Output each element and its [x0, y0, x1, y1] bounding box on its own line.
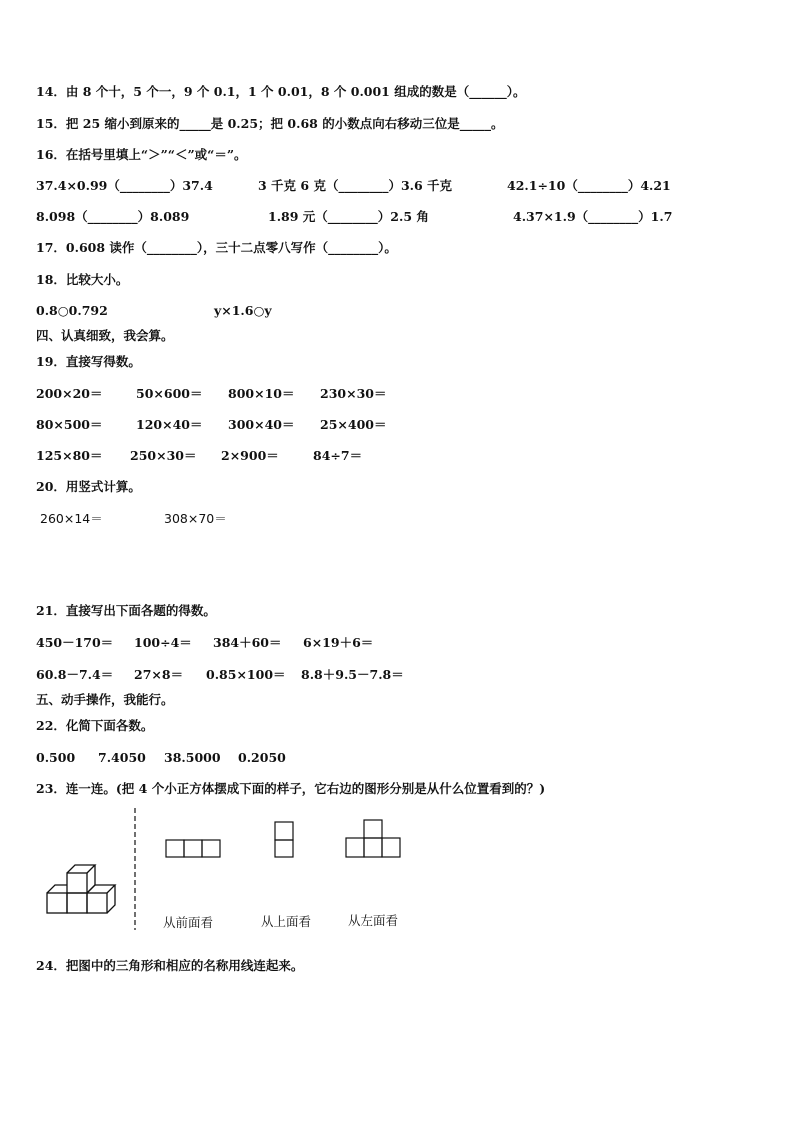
q19-r1-c3: 800×10＝: [228, 386, 295, 401]
q19-r3-c2: 250×30＝: [130, 448, 197, 463]
section-4-heading: 四、认真细致，我会算。: [36, 328, 174, 343]
q16-item-5: 1.89 元（________）2.5 角: [268, 209, 429, 224]
q19-r3-c3: 2×900＝: [221, 448, 279, 463]
question-20-title: 20．用竖式计算。: [36, 479, 141, 494]
q21-r1-c4: 6×19＋6＝: [303, 635, 374, 650]
question-17: 17．0.608 读作（________），三十二点零八写作（________）。: [36, 240, 397, 255]
q20-item-1: 260×14＝: [40, 511, 103, 526]
q19-r2-c4: 25×400＝: [320, 417, 387, 432]
q16-item-6: 4.37×1.9（________）1.7: [513, 209, 673, 224]
q19-r1-c1: 200×20＝: [36, 386, 103, 401]
question-18-title: 18．比较大小。: [36, 272, 129, 287]
q19-r3-c4: 84÷7＝: [313, 448, 363, 463]
q22-item-3: 38.5000: [164, 750, 221, 765]
q19-r1-c4: 230×30＝: [320, 386, 387, 401]
q22-item-4: 0.2050: [238, 750, 286, 765]
front-view-figure: [164, 838, 224, 860]
q16-item-2: 3 千克 6 克（________）3.6 千克: [258, 178, 453, 193]
q21-r1-c1: 450－170＝: [36, 635, 114, 650]
q16-item-3: 42.1÷10（________）4.21: [507, 178, 671, 193]
question-23-title: 23．连一连。(把 4 个小正方体摆成下面的样子，它右边的图形分别是从什么位置看到的？): [36, 781, 546, 796]
q21-r2-c2: 27×8＝: [134, 667, 184, 682]
view-label-left: 从左面看: [348, 913, 399, 928]
q16-item-4: 8.098（________）8.089: [36, 209, 190, 224]
q19-r1-c2: 50×600＝: [136, 386, 203, 401]
view-label-top: 从上面看: [261, 914, 312, 929]
q18-item-2: y×1.6○y: [214, 303, 272, 318]
question-16-title: 16．在括号里填上“＞”“＜”或“＝”。: [36, 147, 247, 162]
question-22-title: 22．化简下面各数。: [36, 718, 154, 733]
q21-r2-c4: 8.8＋9.5－7.8＝: [301, 667, 404, 682]
view-label-front: 从前面看: [163, 915, 214, 930]
question-15: 15．把 25 缩小到原来的_____是 0.25；把 0.68 的小数点向右移动三位是_____。: [36, 116, 504, 131]
q19-r2-c3: 300×40＝: [228, 417, 295, 432]
q21-r2-c3: 0.85×100＝: [206, 667, 286, 682]
question-24: 24．把图中的三角形和相应的名称用线连起来。: [36, 958, 304, 973]
question-19-title: 19．直接写得数。: [36, 354, 141, 369]
left-view-figure: [344, 818, 404, 860]
q20-item-2: 308×70＝: [164, 511, 227, 526]
q22-item-1: 0.500: [36, 750, 76, 765]
q19-r2-c1: 80×500＝: [36, 417, 103, 432]
q21-r2-c1: 60.8－7.4＝: [36, 667, 114, 682]
q22-item-2: 7.4050: [98, 750, 146, 765]
cube-arrangement-figure: [40, 855, 130, 920]
dashed-divider: [132, 808, 138, 930]
q16-item-1: 37.4×0.99（________）37.4: [36, 178, 213, 193]
q19-r2-c2: 120×40＝: [136, 417, 203, 432]
question-14: 14．由 8 个十，5 个一，9 个 0.1，1 个 0.01，8 个 0.001 组成的数是（______）。: [36, 84, 526, 99]
q21-r1-c3: 384＋60＝: [213, 635, 282, 650]
section-5-heading: 五、动手操作，我能行。: [36, 692, 174, 707]
q18-item-1: 0.8○0.792: [36, 303, 108, 318]
question-21-title: 21．直接写出下面各题的得数。: [36, 603, 216, 618]
top-view-figure: [273, 820, 297, 860]
q21-r1-c2: 100÷4＝: [134, 635, 192, 650]
q19-r3-c1: 125×80＝: [36, 448, 103, 463]
